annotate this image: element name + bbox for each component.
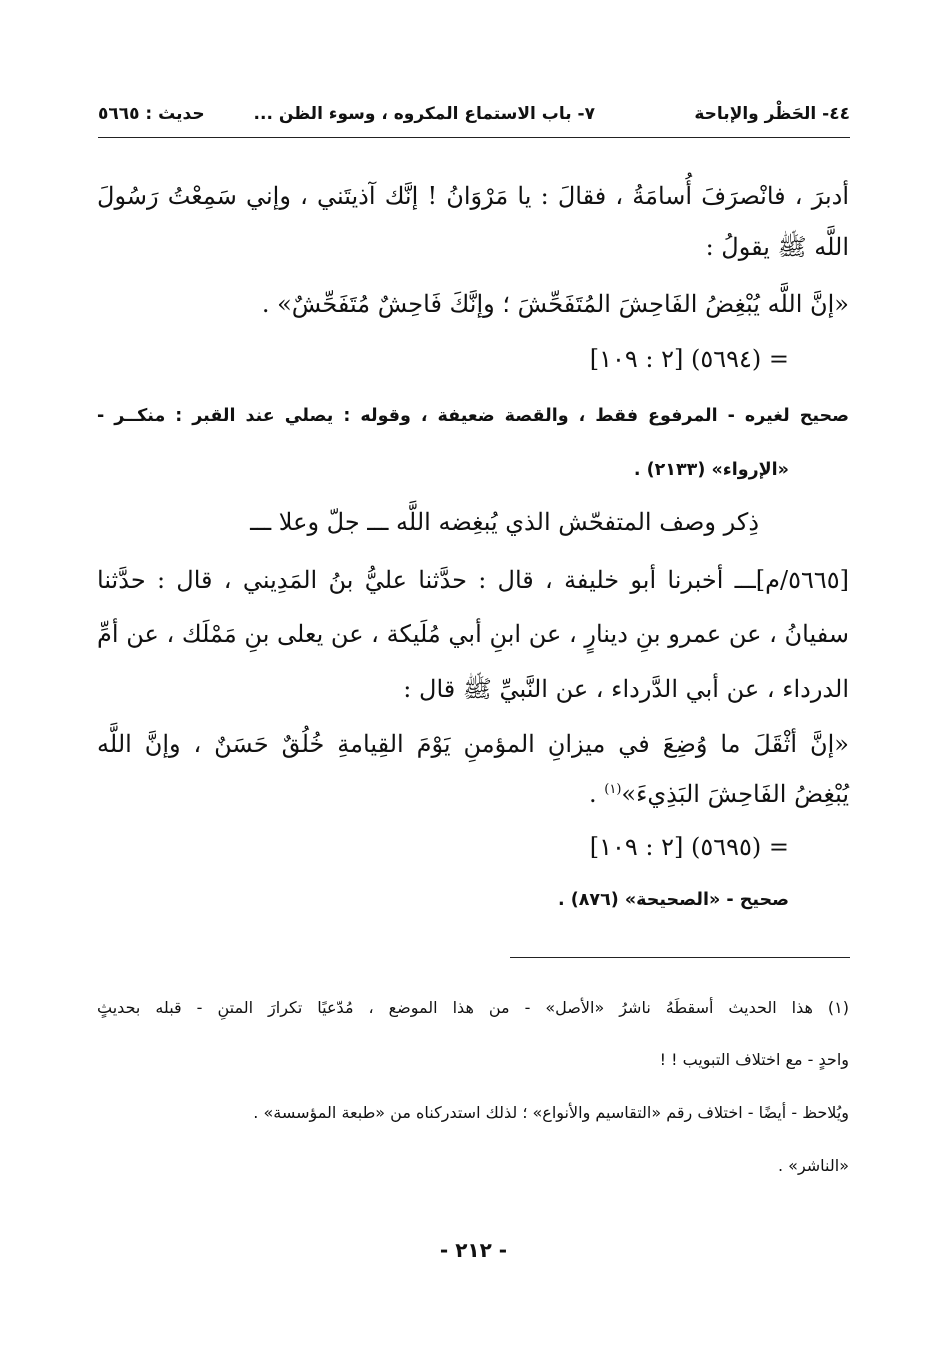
grading-1-line-2: «الإرواء» (٢١٣٣) .: [633, 460, 789, 480]
header-book-title: ٤٤- الحَظْر والإباحة: [694, 104, 850, 124]
body-line-1: أدبرَ ، فانْصرَفَ أُسامَةُ ، فقالَ : يا مَرْوَانُ ! إنَّك آذيتَني ، وإني سَمِعْتُ رَسُولَ: [97, 182, 849, 210]
section-title: ذِكر وصف المتفحّش الذي يُبغِضه اللَّه ـــ جلّ وعلا ـــ: [250, 508, 759, 536]
matn-line-2-text: يُبْغِضُ الفَاحِشَ البَذِيءَ»: [621, 780, 849, 808]
grading-1-line-1: صحيح لغيره - المرفوع فقط ، والقصة ضعيفة ، وقوله : يصلي عند القبر : منكــر -: [97, 406, 849, 426]
running-header: [98, 100, 850, 130]
grading-2: صحيح - «الصحيحة» (٨٧٦) .: [557, 890, 789, 910]
page-number: - ٢١٢ -: [439, 1238, 508, 1262]
header-hadith-number: حديث : ٥٦٦٥: [98, 104, 205, 124]
footnote-line-3: ويُلاحظ - أيضًا - اختلاف رقم «التقاسيم والأنواع» ؛ لذلك استدركناه من «طبعة المؤسسة» .: [253, 1103, 849, 1122]
header-chapter-title: ٧- باب الاستماع المكروه ، وسوء الظن ...: [253, 104, 595, 124]
footnote-line-1: (١) هذا الحديث أسقطَهُ ناشرُ «الأصل» - من هذا الموضع ، مُدّعيًا تكرارَ المتنِ - قبله بحديثٍ: [97, 998, 849, 1017]
isnad-line-1: [٥٦٦٥/م]ـــ أخبرنا أبو خليفة ، قال : حدَّثنا عليُّ بنُ المَدِيني ، قال : حدَّثنا: [97, 566, 849, 594]
footnote-line-4: «الناشر» .: [777, 1156, 849, 1175]
header-divider: [98, 137, 850, 138]
footnote-divider: [510, 957, 850, 958]
body-line-2: اللَّه ﷺ يقولُ :: [705, 233, 849, 261]
hadith-text-1: «إنَّ اللَّه يُبْغِضُ الفَاحِشَ المُتَفَحِّشَ ؛ وإنَّكَ فَاحِشٌ مُتَفَحِّشٌ» .: [261, 290, 849, 318]
isnad-line-3: الدرداء ، عن أبي الدَّرداء ، عن النَّبيِّ ﷺ قال :: [403, 675, 849, 703]
isnad-line-2: سفيانُ ، عن عمرو بنِ دينارٍ ، عن ابنِ أبي مُلَيكة ، عن يعلى بنِ مَمْلَك ، عن أمِّ: [97, 620, 849, 648]
footnote-line-2: واحدٍ - مع اختلاف التبويب ! !: [659, 1050, 849, 1069]
matn-line-2-end: .: [588, 780, 605, 808]
matn-line-1: «إنَّ أثْقَلَ ما وُضِعَ في ميزانِ المؤمنِ يَوْمَ القِيامةِ خُلُقٌ حَسَنٌ ، وإنَّ اللَّه: [97, 730, 849, 758]
footnote-marker: (١): [604, 782, 622, 797]
matn-line-2: [589, 780, 849, 808]
reference-2: = (٥٦٩٥) [٢ : ١٠٩]: [589, 833, 789, 861]
reference-1: = (٥٦٩٤) [٢ : ١٠٩]: [589, 345, 789, 373]
